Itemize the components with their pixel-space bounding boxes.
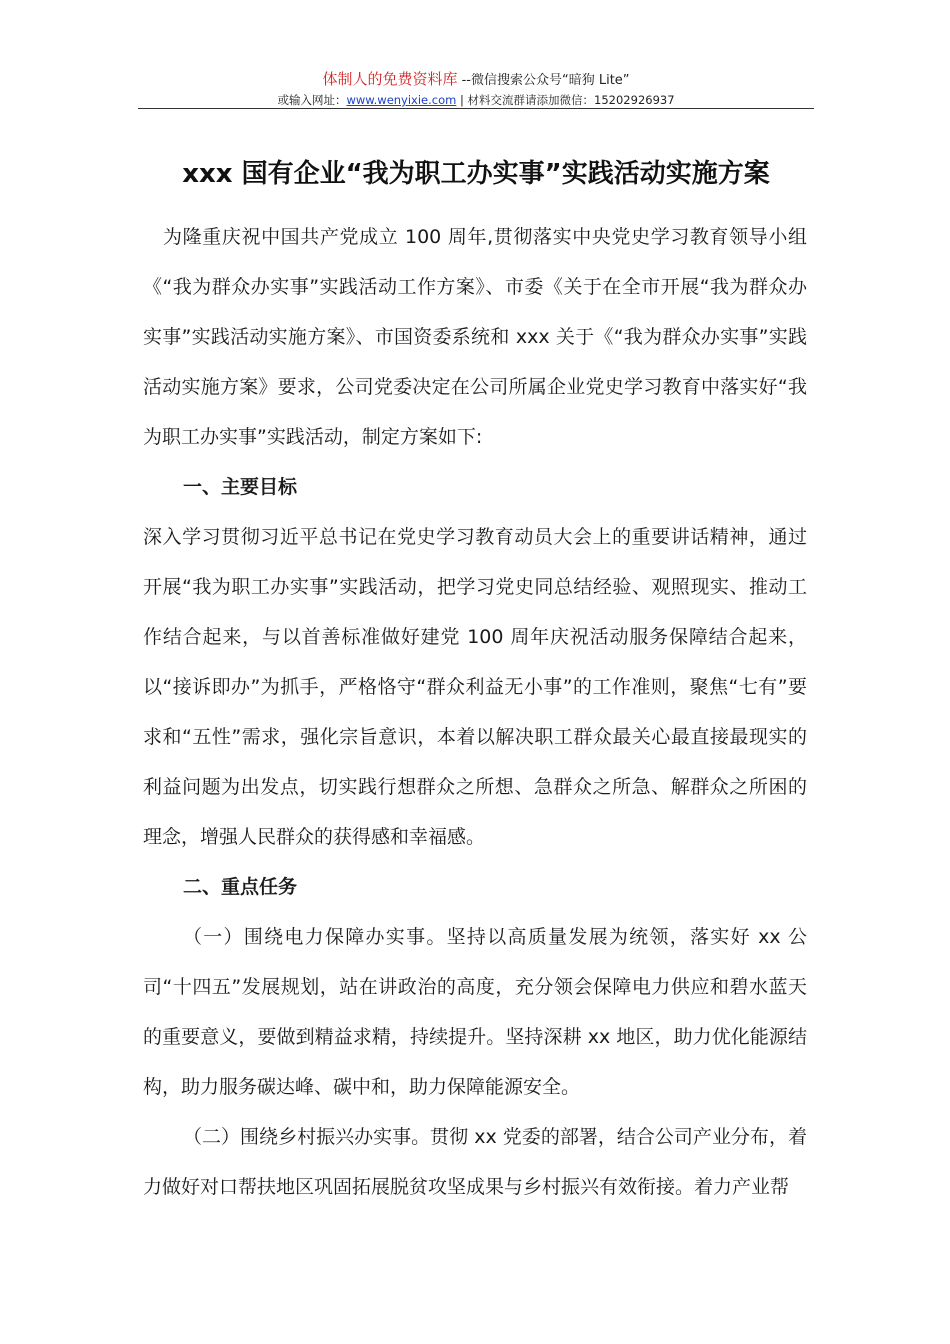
document-title: xxx 国有企业“我为职工办实事”实践活动实施方案 <box>182 159 770 189</box>
header-brand: 体制人的免费资料库 <box>322 70 458 88</box>
header-url-prefix: 或输入网址： <box>277 93 347 107</box>
goals-paragraph: 深入学习贯彻习近平总书记在党史学习教育动员大会上的重要讲话精神，通过开展“我为职工办实事”实践活动，把学习党史同总结经验、观照现实、推动工作结合起来，与以首善标准做好建党 100 周年庆祝活动服务保障结合起来，以“接诉即办”为抓手，严格恪守“群众利益无小事”的工作准则，聚焦“七有”要求和“五性”需求，强化宗旨意识，本着以解决职工群众最关心最直接最现实的利益问题为出发点，切实践行想群众之所想、急群众之所急、解群众之所困的理念，增强人民群众的获得感和幸福感。 <box>143 526 807 848</box>
header-url-link[interactable]: www.wenyixie.com <box>346 93 457 107</box>
task-paragraph-rural: （二）围绕乡村振兴办实事。贯彻 xx 党委的部署，结合公司产业分布，着力做好对口帮扶地区巩固拓展脱贫攻坚成果与乡村振兴有效衔接。着力产业帮 <box>143 1126 807 1198</box>
section-heading-tasks: 二、重点任务 <box>183 876 298 898</box>
header-divider <box>138 108 814 109</box>
header-promo-line <box>138 70 814 90</box>
header-brand-tail: --微信搜索公众号“暗狗 Lite” <box>457 73 630 88</box>
page-header <box>138 70 814 108</box>
task-paragraph-power: （一）围绕电力保障办实事。坚持以高质量发展为统领，落实好 xx 公司“十四五”发展规划，站在讲政治的高度，充分领会保障电力供应和碧水蓝天的重要意义，要做到精益求精，持续提升。坚持深耕 xx 地区，助力优化能源结构，助力服务碳达峰、碳中和，助力保障能源安全。 <box>143 926 807 1098</box>
section-heading-goals: 一、主要目标 <box>183 476 298 498</box>
header-contact-line <box>138 92 814 108</box>
header-contact-suffix: | 材料交流群请添加微信：15202926937 <box>456 93 675 107</box>
intro-paragraph: 为隆重庆祝中国共产党成立 100 周年,贯彻落实中央党史学习教育领导小组《“我为群众办实事”实践活动工作方案》、市委《关于在全市开展“我为群众办实事”实践活动实施方案》、市国资委系统和 xxx 关于《“我为群众办实事”实践活动实施方案》要求，公司党委决定在公司所属企业党史学习教育中落实好“我为职工办实事”实践活动，制定方案如下: <box>143 226 807 448</box>
document-body <box>143 212 807 1212</box>
